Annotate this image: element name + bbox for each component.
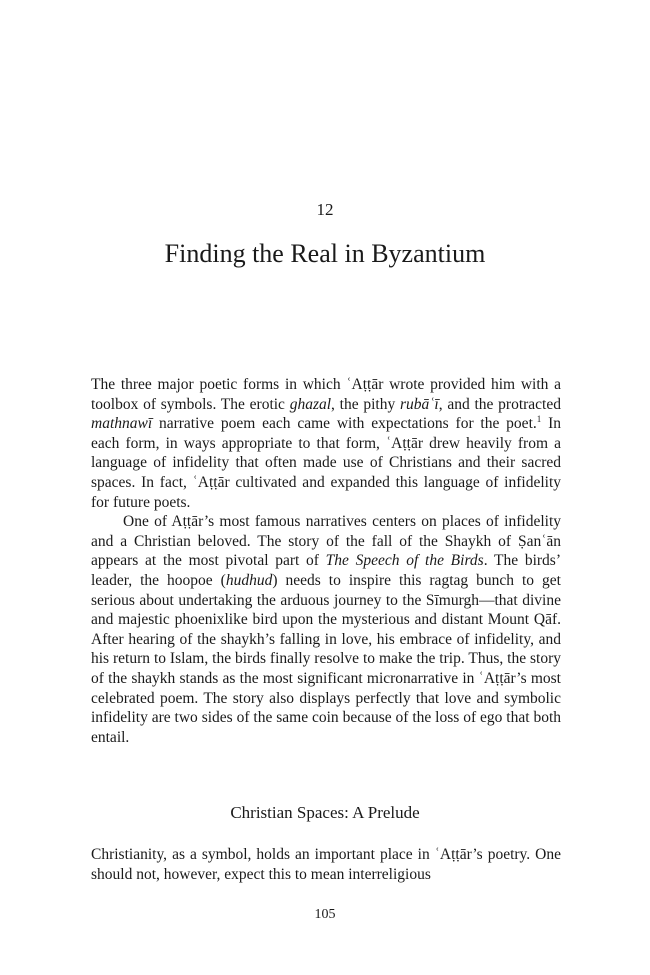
italic-term: rubāʿī [399,395,439,413]
paragraph [91,375,561,512]
footnote-marker[interactable]: 1 [536,414,542,425]
chapter-body [91,375,561,747]
paragraph-text: In each form, in ways appropriate to that form, ʿAṭṭār drew heavily from a language of infidelity that often made use of Christians and their sacred spaces. In fact, ʿAṭṭār cultivated and expanded this language of infidelity for future poets. [91,415,561,511]
section-heading: Christian Spaces: A Prelude [230,803,420,822]
italic-title: The Speech of the Birds [325,552,484,570]
paragraph: Christianity, as a symbol, holds an important place in ʿAṭṭār’s poetry. One should not, however, expect this to mean interreligious [91,846,561,883]
paragraph-text: , the pithy [331,395,400,413]
italic-term: hudhud [225,571,273,589]
italic-term: ghazal [289,395,332,413]
paragraph [91,512,561,747]
italic-term: mathnawī [91,415,153,433]
paragraph-text: The three major poetic forms in which ʿAṭṭār wrote provided him with a toolbox of symbols. The erotic [91,376,561,413]
paragraph-text: narrative poem each came with expectations for the poet. [152,415,537,433]
chapter-number: 12 [316,200,334,219]
paragraph-text: , and the protracted [438,395,561,413]
paragraph-text: ) needs to inspire this ragtag bunch to get serious about undertaking the arduous journey to the Sīmurgh—that divine and majestic phoenixlike bird upon the mysterious and distant Mount Qāf. After hearing of the shaykh’s falling in love, his embrace of infidelity, and his return to Islam, the birds finally resolve to make the trip. Thus, the story of the shaykh stands as the most significant micronarrative in ʿAṭṭār’s most celebrated poem. The story also displays perfectly that love and symbolic infidelity are two sides of the same coin because of the loss of ego that both entail. [91,571,561,746]
page-number: 105 [314,907,336,922]
chapter-title: Finding the Real in Byzantium [164,239,486,268]
paragraph-text: . The birds’ leader, the hoopoe ( [91,552,561,589]
section-body [91,845,561,884]
paragraph-text: One of Aṭṭār’s most famous narratives centers on places of infidelity and a Christian beloved. The story of the fall of the Shaykh of Ṣanʿān appears at the most pivotal part of [91,513,561,570]
